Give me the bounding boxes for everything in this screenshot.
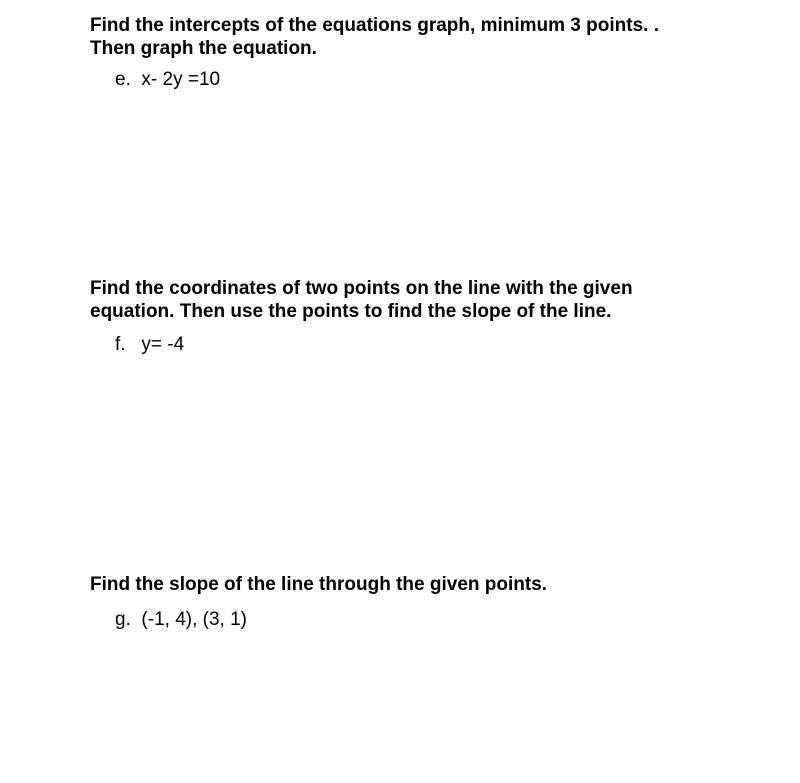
instruction-line-1: Find the slope of the line through the given points. (90, 574, 548, 595)
instruction-text (90, 14, 750, 60)
problem-g (90, 608, 750, 631)
problem-points: (-1, 4), (3, 1) (141, 609, 247, 630)
problem-f (90, 333, 750, 356)
problem-e (90, 68, 750, 91)
instruction-text (90, 277, 750, 323)
problem-label: e. (115, 69, 131, 90)
instruction-text (90, 573, 750, 596)
problem-section-f (90, 277, 750, 356)
problem-label: f. (115, 334, 126, 355)
problem-label: g. (115, 609, 131, 630)
instruction-line-2: equation. Then use the points to find the slope of the line. (90, 301, 612, 322)
problem-equation: x- 2y =10 (141, 69, 221, 90)
instruction-line-1: Find the intercepts of the equations graph, minimum 3 points. . (90, 15, 659, 36)
instruction-line-1: Find the coordinates of two points on the line with the given (90, 278, 633, 299)
problem-section-g (90, 573, 750, 631)
instruction-line-2: Then graph the equation. (90, 38, 317, 59)
problem-section-e (90, 14, 750, 91)
problem-equation: y= -4 (141, 334, 185, 355)
